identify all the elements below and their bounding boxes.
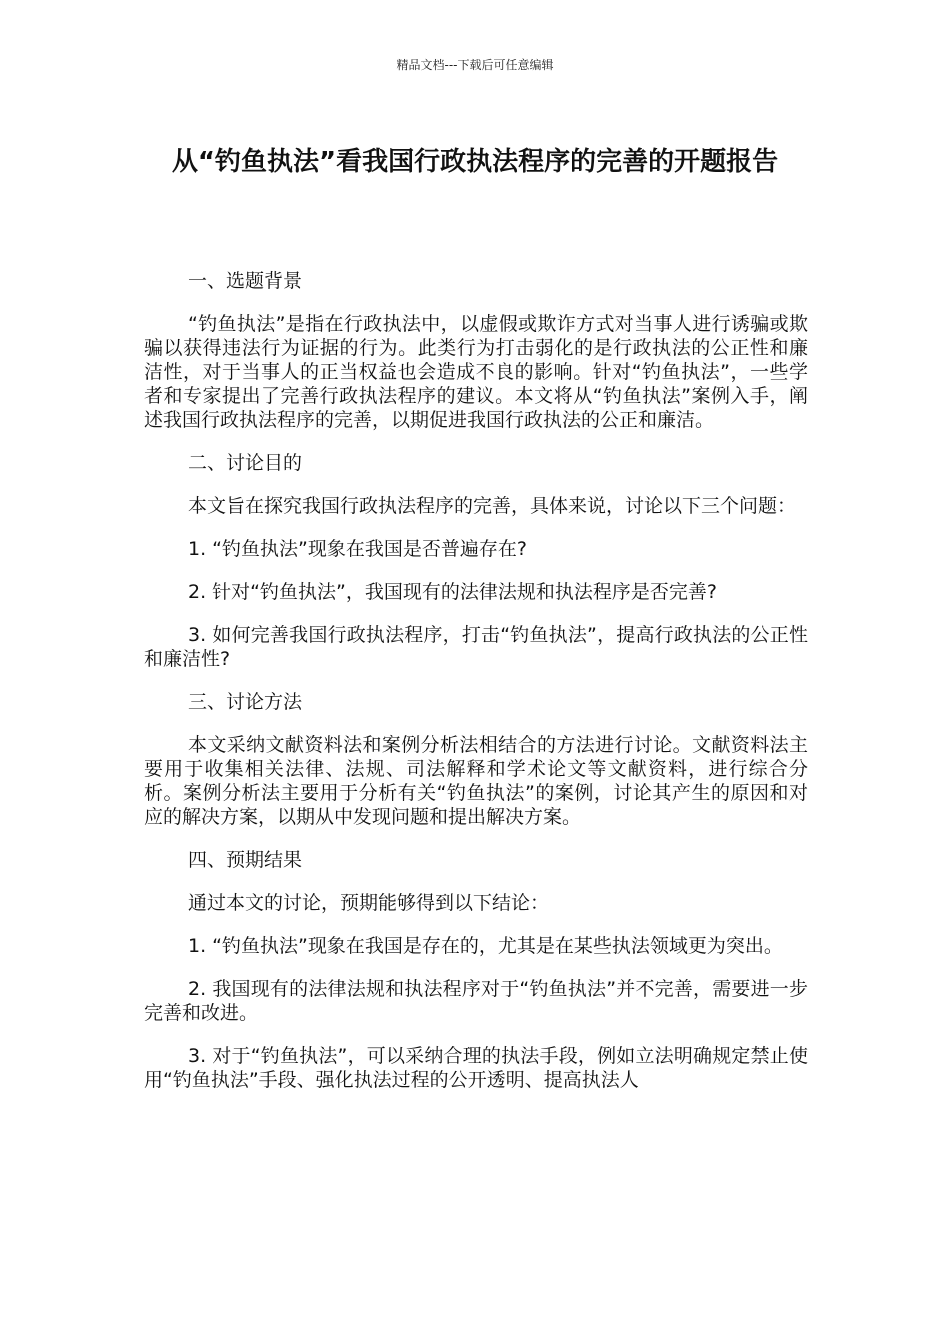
purpose-question-3: 3. 如何完善我国行政执法程序，打击“钓鱼执法”，提高行政执法的公正性和廉洁性? — [144, 624, 808, 670]
document-title: 从“钓鱼执法”看我国行政执法程序的完善的开题报告 — [171, 147, 779, 177]
paragraph-background: “钓鱼执法”是指在行政执法中，以虚假或欺诈方式对当事人进行诱骗或欺骗以获得违法行为证据的行为。此类行为打击弱化的是行政执法的公正性和廉洁性，对于当事人的正当权益也会造成不良的影响。针对“钓鱼执法”，一些学者和专家提出了完善行政执法程序的建议。本文将从“钓鱼执法”案例入手，阐述我国行政执法程序的完善，以期促进我国行政执法的公正和廉洁。 — [144, 313, 808, 431]
result-conclusion-1: 1. “钓鱼执法”现象在我国是存在的，尤其是在某些执法领域更为突出。 — [188, 935, 783, 957]
section-heading-expected-results: 四、预期结果 — [188, 849, 303, 871]
section-heading-method: 三、讨论方法 — [188, 691, 303, 713]
paragraph-method: 本文采纳文献资料法和案例分析法相结合的方法进行讨论。文献资料法主要用于收集相关法律、法规、司法解释和学术论文等文献资料，进行综合分析。案例分析法主要用于分析有关“钓鱼执法”的案例，讨论其产生的原因和对应的解决方案，以期从中发现问题和提出解决方案。 — [144, 734, 808, 828]
section-heading-background: 一、选题背景 — [188, 270, 303, 292]
document-body — [144, 269, 808, 1111]
paragraph-results-intro: 通过本文的讨论，预期能够得到以下结论： — [188, 892, 550, 914]
header-note: 精品文档---下载后可任意编辑 — [396, 58, 554, 72]
purpose-question-2: 2. 针对“钓鱼执法”，我国现有的法律法规和执法程序是否完善? — [188, 581, 717, 603]
section-heading-purpose: 二、讨论目的 — [188, 452, 303, 474]
result-conclusion-3: 3. 对于“钓鱼执法”，可以采纳合理的执法手段，例如立法明确规定禁止使用“钓鱼执法”手段、强化执法过程的公开透明、提高执法人 — [144, 1045, 808, 1091]
purpose-question-1: 1. “钓鱼执法”现象在我国是否普遍存在? — [188, 538, 527, 560]
paragraph-purpose-intro: 本文旨在探究我国行政执法程序的完善，具体来说，讨论以下三个问题： — [188, 495, 797, 517]
result-conclusion-2: 2. 我国现有的法律法规和执法程序对于“钓鱼执法”并不完善，需要进一步完善和改进。 — [144, 978, 808, 1024]
